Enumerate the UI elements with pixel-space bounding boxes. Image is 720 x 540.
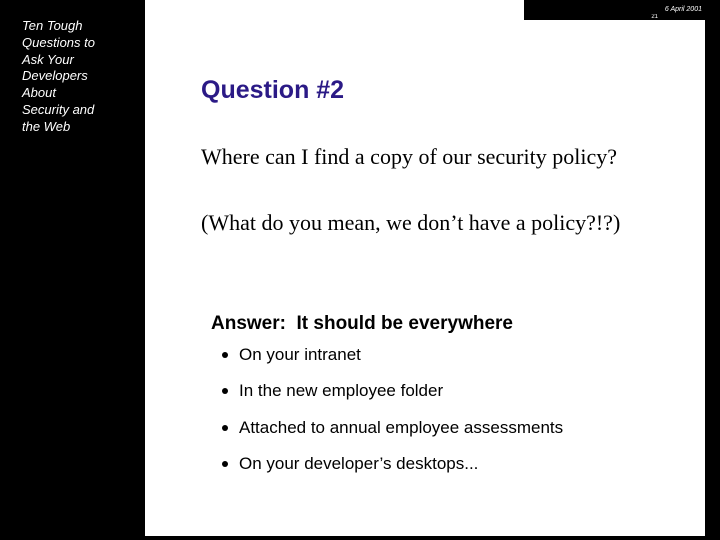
question-text: Where can I find a copy of our security policy? bbox=[201, 144, 617, 169]
bullet-icon bbox=[222, 388, 228, 394]
right-border bbox=[705, 20, 720, 540]
slide-date: 6 April 2001 bbox=[664, 6, 702, 13]
bullet-text: In the new employee folder bbox=[239, 381, 444, 400]
slide-heading: Question #2 bbox=[201, 76, 345, 104]
bullet-text: On your developer’s desktops... bbox=[239, 454, 479, 473]
aside-text: (What do you mean, we don’t have a policy?!?) bbox=[201, 210, 621, 235]
bottom-border bbox=[145, 536, 720, 540]
presentation-title: Ten Tough Questions to Ask Your Developers About Security and the Web bbox=[22, 18, 95, 134]
sidebar bbox=[0, 0, 145, 540]
bullet-item bbox=[222, 453, 478, 475]
answer-heading: Answer: It should be everywhere bbox=[211, 313, 513, 334]
header-bar bbox=[524, 0, 720, 20]
bullet-item bbox=[222, 344, 361, 366]
bullet-item bbox=[222, 380, 443, 402]
bullet-text: Attached to annual employee assessments bbox=[239, 418, 564, 437]
bullet-text: On your intranet bbox=[239, 345, 361, 364]
bullet-icon bbox=[222, 352, 228, 358]
slide-number: 21 bbox=[651, 14, 658, 20]
bullet-item bbox=[222, 417, 563, 439]
bullet-icon bbox=[222, 425, 228, 431]
bullet-icon bbox=[222, 461, 228, 467]
